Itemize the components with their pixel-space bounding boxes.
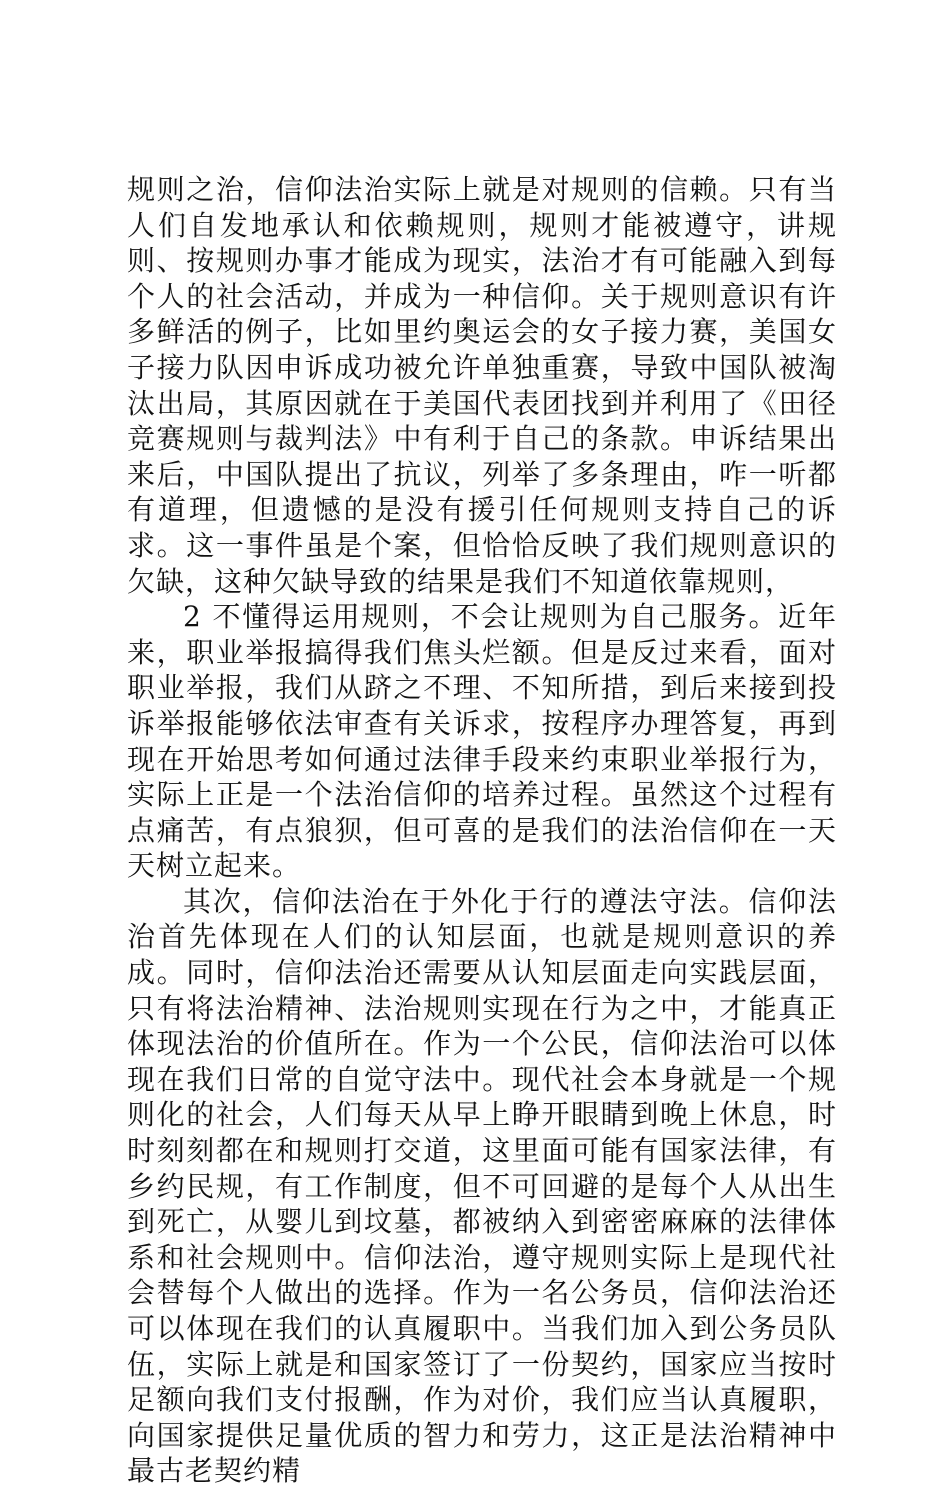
paragraph-3: 其次，信仰法治在于外化于行的遵法守法。信仰法治首先体现在人们的认知层面，也就是规则意识的养成。同时，信仰法治还需要从认知层面走向实践层面，只有将法治精神、法治规则实现在行为之中，才能真正体现法治的价值所在。作为一个公民，信仰法治可以体现在我们日常的自觉守法中。现代社会本身就是一个规则化的社会，人们每天从早上睁开眼睛到晚上休息，时时刻刻都在和规则打交道，这里面可能有国家法律，有乡约民规，有工作制度，但不可回避的是每个人从出生到死亡，从婴儿到坟墓，都被纳入到密密麻麻的法律体系和社会规则中。信仰法治，遵守规则实际上是现代社会替每个人做出的选择。作为一名公务员，信仰法治还可以体现在我们的认真履职中。当我们加入到公务员队伍，实际上就是和国家签订了一份契约，国家应当按时足额向我们支付报酬，作为对价，我们应当认真履职，向国家提供足量优质的智力和劳力，这正是法治精神中最古老契约精 <box>127 884 837 1488</box>
paragraph-2: 2 不懂得运用规则，不会让规则为自己服务。近年来，职业举报搞得我们焦头烂额。但是反过来看，面对职业举报，我们从跻之不理、不知所措，到后来接到投诉举报能够依法审查有关诉求，按程序办理答复，再到现在开始思考如何通过法律手段来约束职业举报行为，实际上正是一个法治信仰的培养过程。虽然这个过程有点痛苦，有点狼狈，但可喜的是我们的法治信仰在一天天树立起来。 <box>127 600 837 883</box>
paragraph-1: 规则之治，信仰法治实际上就是对规则的信赖。只有当人们自发地承认和依赖规则，规则才能被遵守，讲规则、按规则办事才能成为现实，法治才有可能融入到每个人的社会活动，并成为一种信仰。关于规则意识有许多鲜活的例子，比如里约奥运会的女子接力赛，美国女子接力队因申诉成功被允许单独重赛，导致中国队被淘汰出局，其原因就在于美国代表团找到并利用了《田径竞赛规则与裁判法》中有利于自己的条款。申诉结果出来后，中国队提出了抗议，列举了多条理由，咋一听都有道理，但遗憾的是没有援引任何规则支持自己的诉求。这一事件虽是个案，但恰恰反映了我们规则意识的欠缺，这种欠缺导致的结果是我们不知道依靠规则， <box>127 173 837 598</box>
body-text <box>127 172 837 1489</box>
